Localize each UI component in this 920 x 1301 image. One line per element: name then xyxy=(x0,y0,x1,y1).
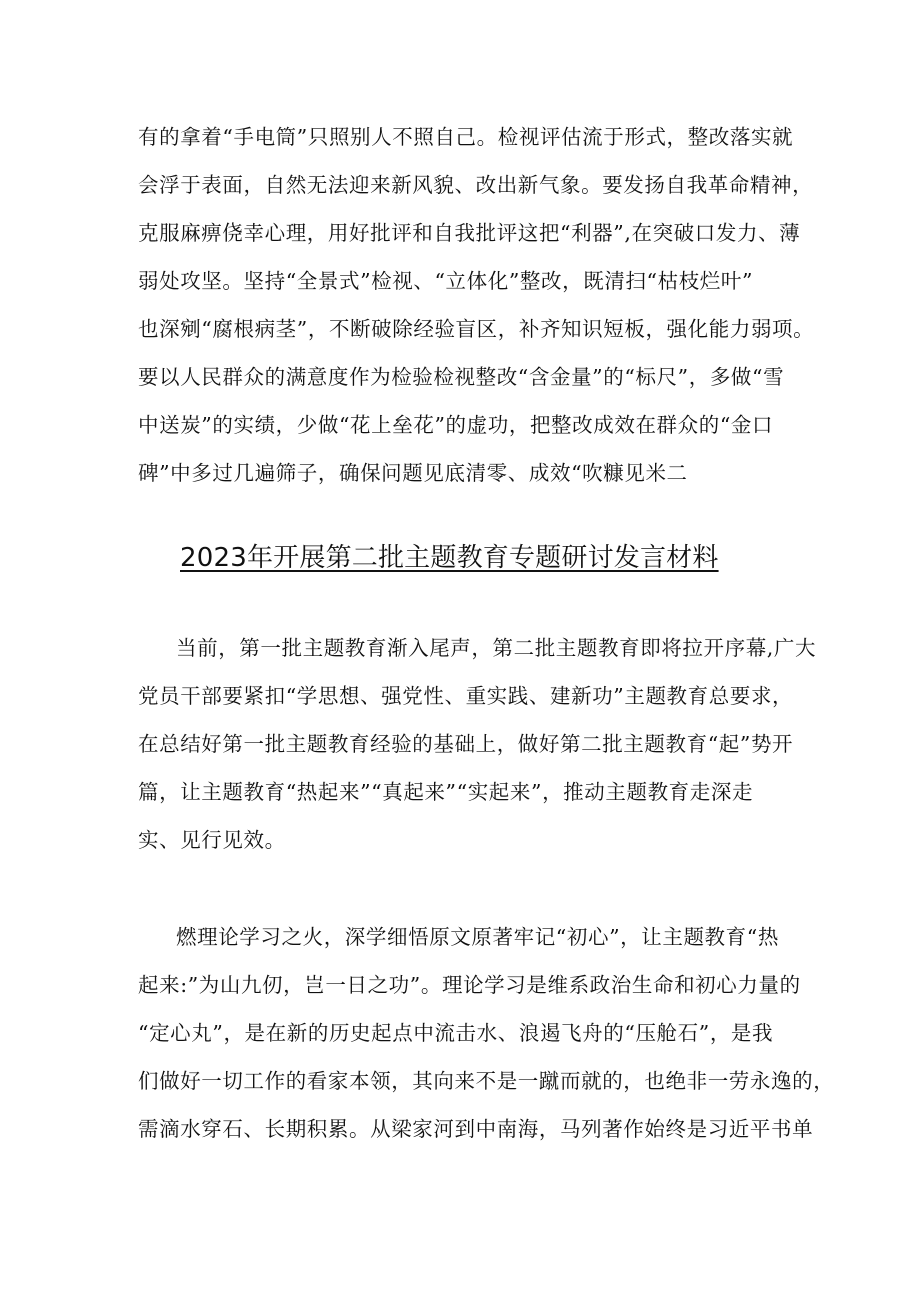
intro-line-8: 碑”中多过几遍筛子，确保问题见底清零、成效“吹糠见米二 xyxy=(138,461,688,485)
intro-line-3: 克服麻痹侥幸心理，用好批评和自我批评这把“利器”,在突破口发力、薄 xyxy=(138,221,801,245)
paragraph1-line-4: 篇，让主题教育“热起来”“真起来”“实起来”，推动主题教育走深走 xyxy=(138,780,754,804)
paragraph2-line-1: 燃理论学习之火，深学细悟原文原著牢记“初心”，让主题教育“热 xyxy=(176,925,779,949)
paragraph1-line-1: 当前，第一批主题教育渐入尾声，第二批主题教育即将拉开序幕,广大 xyxy=(176,636,817,660)
paragraph1-line-3: 在总结好第一批主题教育经验的基础上，做好第二批主题教育“起”势开 xyxy=(138,732,794,756)
paragraph2-line-2: 起来:”为山九仞，岂一日之功”。理论学习是维系政治生命和初心力量的 xyxy=(138,973,801,997)
paragraph1-line-2: 党员干部要紧扣“学思想、强党性、重实践、建新功”主题教育总要求， xyxy=(138,684,794,708)
intro-line-6: 要以人民群众的满意度作为检验检视整改“含金量”的“标尺”，多做“雪 xyxy=(138,365,785,389)
paragraph1-line-5: 实、见行见效。 xyxy=(138,828,286,852)
paragraph2-line-4: 们做好一切工作的看家本领，其向来不是一蹴而就的，也绝非一劳永逸的， xyxy=(138,1069,835,1093)
paragraph2-line-3: “定心丸”，是在新的历史起点中流击水、浪遏飞舟的“压舱石”，是我 xyxy=(138,1021,774,1045)
intro-line-5: 也深剜“腐根病茎”，不断破除经验盲区，补齐知识短板，强化能力弱项。 xyxy=(138,317,815,341)
intro-line-2: 会浮于表面，自然无法迎来新风貌、改出新气象。要发扬自我革命精神， xyxy=(138,173,814,197)
intro-line-7: 中送炭”的实绩，少做“花上垒花”的虚功，把整改成效在群众的“金口 xyxy=(138,413,774,437)
paragraph2-line-5: 需滴水穿石、长期积累。从梁家河到中南海，马列著作始终是习近平书单 xyxy=(138,1117,814,1141)
intro-line-4: 弱处攻坚。坚持“全景式”检视、“立体化”整改，既清扫“枯枝烂叶” xyxy=(138,269,754,293)
intro-line-1: 有的拿着“手电筒”只照别人不照自己。检视评估流于形式，整改落实就 xyxy=(138,125,794,149)
document-title: 2023年开展第二批主题教育专题研讨发言材料 xyxy=(180,543,719,573)
